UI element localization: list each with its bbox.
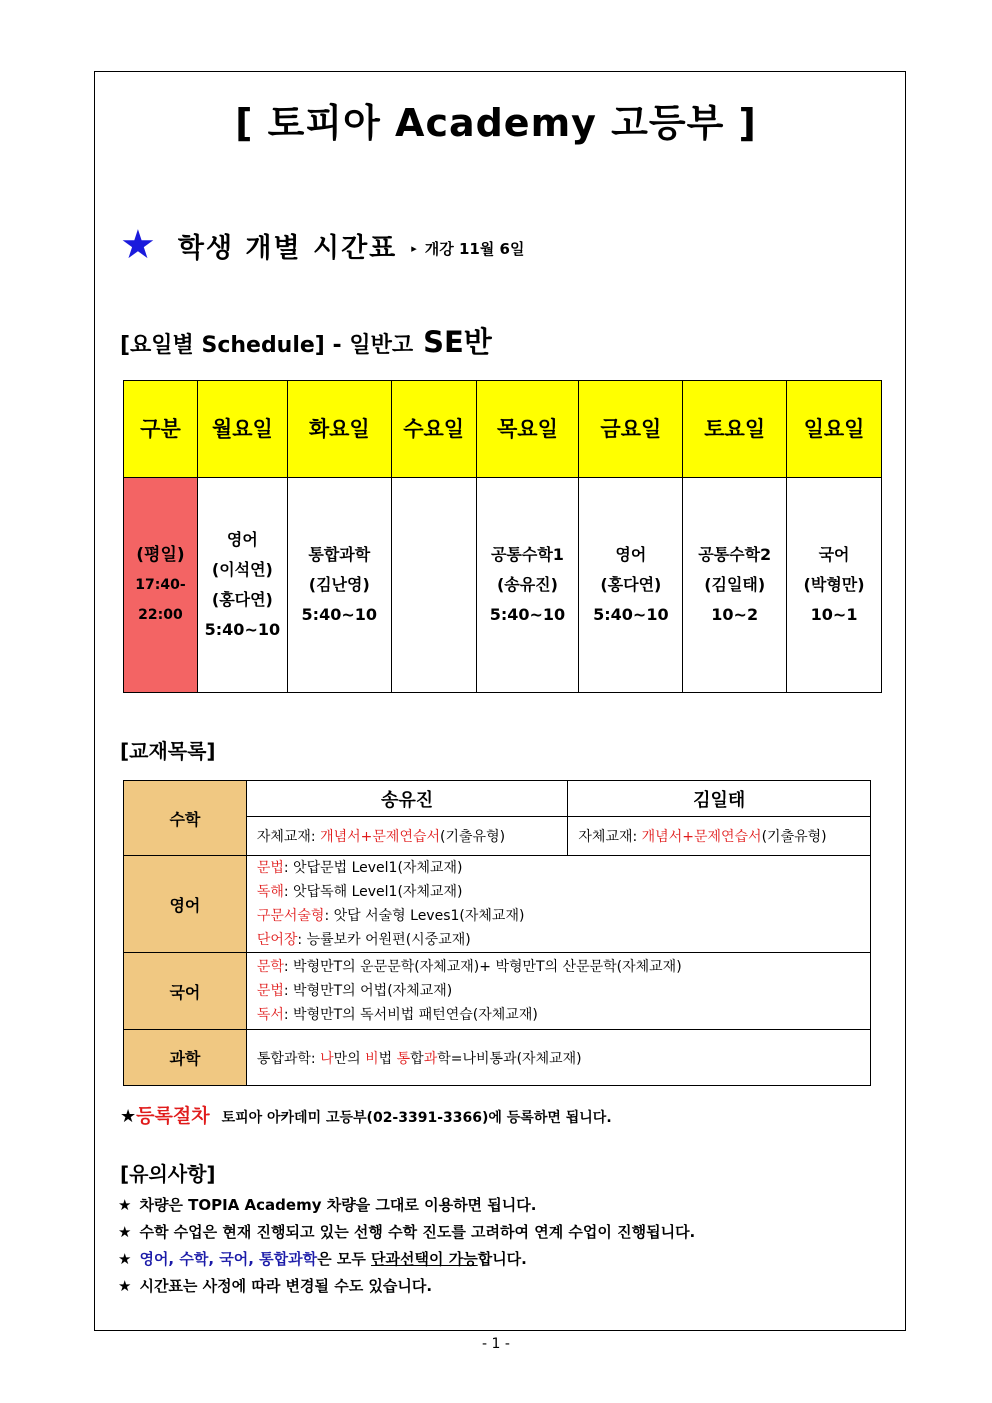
- korean-text-reading: : 박형만T의 독서비법 패턴연습(자체교재): [283, 1007, 538, 1023]
- math-teacher-row: [124, 781, 871, 817]
- math-book-1-suffix: (기출유형): [440, 829, 506, 845]
- schedule-heading: [120, 222, 525, 268]
- english-books: [246, 856, 870, 953]
- monday-cell: [197, 478, 287, 693]
- header-saturday: 토요일: [683, 381, 787, 478]
- thursday-subject: 공통수학1: [490, 545, 564, 564]
- notes-heading: [유의사항]: [120, 1162, 216, 1186]
- english-text-writing: : 앗답 서술형 Leves1(자체교재): [324, 908, 525, 924]
- triangle-icon: ▸: [411, 241, 417, 255]
- korean-book-line: [257, 1003, 860, 1027]
- english-row: [124, 856, 871, 953]
- math-teacher-1: 송유진: [246, 781, 568, 817]
- korean-text-grammar: : 박형만T의 어법(자체교재): [283, 983, 453, 999]
- friday-teacher: (홍다연): [600, 575, 662, 594]
- friday-cell: [579, 478, 683, 693]
- note-text-end: 합니다.: [477, 1250, 527, 1268]
- monday-subject: 영어: [226, 530, 258, 549]
- subject-science: 과학: [124, 1030, 247, 1086]
- gubun-label: (평일): [136, 545, 185, 565]
- document-title: [ 토피아 Academy 고등부 ]: [235, 101, 757, 145]
- english-book-line: [257, 880, 860, 904]
- thursday-teacher: (송유진): [496, 575, 558, 594]
- notes-list: [118, 1192, 695, 1300]
- math-book-2: [568, 817, 871, 856]
- english-text-reading: : 앗답독해 Level1(자체교재): [283, 884, 463, 900]
- subject-korean: 국어: [124, 953, 247, 1030]
- science-part-7: 과: [423, 1050, 438, 1067]
- english-text-grammar: : 앗답문법 Level1(자체교재): [283, 860, 463, 876]
- korean-book-line: [257, 979, 860, 1003]
- page-number: - 1 -: [482, 1336, 510, 1352]
- books-heading: [교재목록]: [120, 739, 216, 763]
- science-part-5: 통: [396, 1050, 411, 1067]
- english-label-writing: 구문서술형: [256, 908, 325, 924]
- science-part-4: 법: [378, 1050, 397, 1067]
- note-item: [118, 1246, 695, 1273]
- sunday-cell: [787, 478, 882, 693]
- science-row: [124, 1030, 871, 1086]
- week-heading-text: [요일별 Schedule] - 일반고: [120, 333, 414, 358]
- tuesday-time: 5:40~10: [301, 605, 378, 624]
- note-text: 차량은 TOPIA Academy 차량을 그대로 이용하면 됩니다.: [139, 1196, 537, 1214]
- weekly-schedule-table: [123, 380, 882, 693]
- english-label-vocab: 단어장: [256, 932, 298, 948]
- note-item: [118, 1192, 695, 1219]
- star-icon: ★: [118, 1277, 132, 1295]
- header-friday: 금요일: [579, 381, 683, 478]
- korean-books: [246, 953, 870, 1030]
- opening-date: 개강 11월 6일: [424, 239, 525, 258]
- star-icon: ★: [118, 1196, 132, 1214]
- korean-text-literature: : 박형만T의 운문문학(자체교재)+ 박형만T의 산문문학(자체교재): [283, 959, 682, 975]
- saturday-cell: [683, 478, 787, 693]
- monday-teacher-1: (이석연): [211, 560, 273, 579]
- star-icon: ★: [118, 1223, 132, 1241]
- header-thursday: 목요일: [476, 381, 579, 478]
- math-book-2-highlight: 개념서+문제연습서: [641, 829, 762, 845]
- english-label-grammar: 문법: [256, 860, 284, 876]
- tuesday-teacher: (김난영): [308, 575, 370, 594]
- note-text: 수학 수업은 현재 진행되고 있는 선행 수학 진도를 고려하여 연계 수업이 진행됩니다.: [139, 1223, 696, 1241]
- class-name: SE반: [423, 325, 492, 359]
- math-teacher-2: 김일태: [568, 781, 871, 817]
- note-subjects: 영어, 수학, 국어, 통합과학: [139, 1250, 318, 1268]
- english-book-line: [257, 904, 860, 928]
- science-books: [246, 1030, 870, 1086]
- gubun-time-end: 22:00: [138, 607, 183, 623]
- science-part-1: 나: [320, 1050, 334, 1067]
- friday-subject: 영어: [615, 545, 647, 564]
- science-part-3: 비: [365, 1050, 379, 1067]
- note-text: 시간표는 사정에 따라 변경될 수도 있습니다.: [139, 1277, 433, 1295]
- sunday-subject: 국어: [818, 545, 850, 564]
- note-text: 은 모두: [317, 1250, 372, 1268]
- gubun-weekday-cell: [124, 478, 198, 693]
- saturday-subject: 공통수학2: [698, 545, 772, 564]
- english-text-vocab: : 능률보카 어원편(시중교재): [297, 932, 471, 948]
- tuesday-cell: [287, 478, 391, 693]
- schedule-body-row: [124, 478, 882, 693]
- sunday-teacher: (박형만): [803, 575, 865, 594]
- thursday-time: 5:40~10: [489, 605, 566, 624]
- header-tuesday: 화요일: [287, 381, 391, 478]
- math-book-2-suffix: (기출유형): [761, 829, 827, 845]
- textbook-table: [123, 780, 871, 1086]
- korean-row: [124, 953, 871, 1030]
- schedule-heading-text: 학생 개별 시간표: [177, 232, 398, 264]
- math-book-2-prefix: 자체교재:: [578, 829, 642, 845]
- registration-label: 등록절차: [136, 1105, 210, 1127]
- korean-label-reading: 독서: [256, 1007, 284, 1023]
- science-prefix: 통합과학:: [256, 1050, 321, 1067]
- star-icon: ★: [120, 222, 156, 268]
- header-wednesday: 수요일: [391, 381, 476, 478]
- monday-teacher-2: (홍다연): [211, 590, 273, 609]
- registration-line: [120, 1101, 612, 1128]
- saturday-time: 10~2: [711, 605, 759, 624]
- math-book-1: [246, 817, 568, 856]
- gubun-time-start: 17:40-: [135, 577, 186, 593]
- subject-math: 수학: [124, 781, 247, 856]
- week-schedule-heading: [120, 320, 492, 361]
- subject-english: 영어: [124, 856, 247, 953]
- english-book-line: [257, 856, 860, 880]
- math-book-1-prefix: 자체교재:: [256, 829, 321, 845]
- wednesday-cell: [391, 478, 476, 693]
- korean-label-grammar: 문법: [256, 983, 284, 999]
- english-book-line: [257, 928, 860, 952]
- note-underlined: 단과선택이 가능: [371, 1250, 478, 1268]
- science-part-6: 합: [410, 1050, 424, 1067]
- thursday-cell: [476, 478, 579, 693]
- note-item: [118, 1273, 695, 1300]
- korean-label-literature: 문학: [256, 959, 284, 975]
- header-gubun: 구분: [124, 381, 198, 478]
- note-item: [118, 1219, 695, 1246]
- math-book-1-highlight: 개념서+문제연습서: [320, 829, 441, 845]
- science-part-8: 학=나비통과(자체교재): [437, 1050, 582, 1067]
- monday-time: 5:40~10: [204, 620, 281, 639]
- header-monday: 월요일: [197, 381, 287, 478]
- tuesday-subject: 통합과학: [308, 545, 371, 564]
- registration-text: 토피아 아카데미 고등부(02-3391-3366)에 등록하면 됩니다.: [221, 1110, 612, 1126]
- header-sunday: 일요일: [787, 381, 882, 478]
- schedule-header-row: [124, 381, 882, 478]
- sunday-time: 10~1: [810, 605, 858, 624]
- english-label-reading: 독해: [256, 884, 284, 900]
- korean-book-line: [257, 955, 860, 979]
- star-icon: ★: [118, 1250, 132, 1268]
- friday-time: 5:40~10: [593, 605, 669, 624]
- science-part-2: 만의: [333, 1050, 366, 1067]
- star-icon: ★: [120, 1106, 137, 1127]
- saturday-teacher: (김일태): [704, 575, 766, 594]
